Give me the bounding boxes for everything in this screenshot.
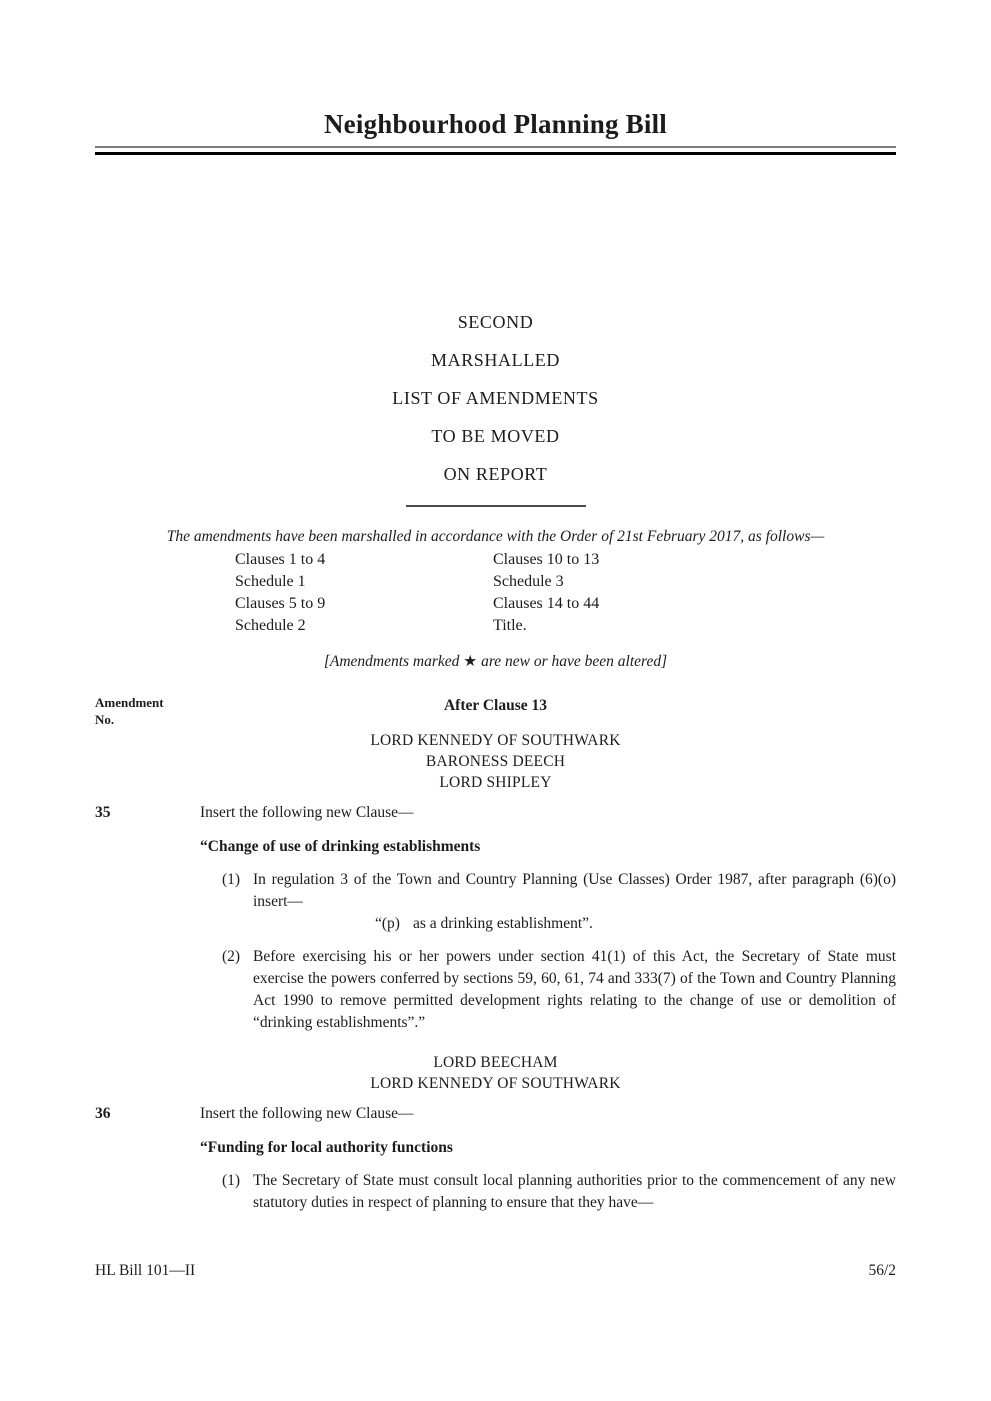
amendment-no-column-label — [95, 694, 190, 728]
order-item: Schedule 1 — [235, 573, 306, 590]
sheet-number: 56/2 — [868, 1262, 896, 1279]
amendment-36-instruction: Insert the following new Clause— — [200, 1105, 414, 1122]
subsection-number: (1) — [222, 871, 241, 888]
marshalling-order-list — [235, 549, 896, 637]
page-content — [0, 108, 991, 1214]
order-item: Clauses 5 to 9 — [235, 595, 326, 612]
page-footer — [95, 1261, 896, 1281]
amendment-35 — [95, 802, 896, 1034]
amendment-35-subsection-1 — [200, 869, 896, 913]
amendment-no-label-line: No. — [95, 712, 115, 727]
subsection-text: In regulation 3 of the Town and Country Planning (Use Classes) Order 1987, after paragraph (6)(o) insert— — [253, 871, 896, 910]
marshalling-order-left-column — [235, 549, 493, 637]
section-divider-rule — [406, 505, 586, 507]
place-heading-after-clause-13: After Clause 13 — [443, 697, 548, 714]
amendment-35-instruction: Insert the following new Clause— — [200, 804, 414, 821]
amendment-36-sponsors — [95, 1052, 896, 1094]
sponsor-name: LORD SHIPLEY — [439, 774, 552, 791]
title-double-rule — [95, 146, 896, 155]
ceremonial-line: ON REPORT — [443, 464, 548, 484]
order-item: Schedule 2 — [235, 617, 306, 634]
inset-paragraph-letter: “(p) — [375, 915, 400, 932]
amendment-section-header — [95, 695, 896, 727]
sponsor-name: LORD KENNEDY OF SOUTHWARK — [370, 732, 621, 749]
amendment-36-number: 36 — [95, 1105, 111, 1122]
ceremonial-line: SECOND — [457, 312, 534, 332]
marshalling-order-right-column — [493, 549, 896, 637]
amendment-36-clause-title: “Funding for local authority functions — [200, 1139, 453, 1156]
subsection-text: The Secretary of State must consult local planning authorities prior to the commencement of any new statutory duties in respect of planning to ensure that they have— — [253, 1172, 896, 1211]
amendment-35-number: 35 — [95, 804, 111, 821]
bill-title: Neighbourhood Planning Bill — [323, 109, 667, 139]
ceremonial-line: TO BE MOVED — [431, 426, 560, 446]
star-legend-note — [95, 652, 896, 672]
bill-reference: HL Bill 101—II — [95, 1262, 196, 1279]
ceremonial-line: LIST OF AMENDMENTS — [392, 388, 599, 408]
sponsor-name: BARONESS DEECH — [425, 753, 566, 770]
marshalling-note: The amendments have been marshalled in accordance with the Order of 21st February 2017, as follows— — [166, 528, 825, 545]
amendment-35-inset-paragraph — [375, 913, 896, 935]
order-item: Title. — [493, 617, 527, 634]
subsection-number: (1) — [222, 1172, 241, 1189]
star-icon: ★ — [463, 653, 478, 670]
order-item: Schedule 3 — [493, 573, 564, 590]
sponsor-name: LORD KENNEDY OF SOUTHWARK — [370, 1075, 621, 1092]
star-note-open: [Amendments marked — [323, 653, 464, 670]
amendment-35-body — [200, 802, 896, 1034]
amendment-no-label-line: Amendment — [95, 695, 164, 710]
order-item: Clauses 14 to 44 — [493, 595, 600, 612]
star-note-close: are new or have been altered] — [477, 653, 668, 670]
amendment-36-body — [200, 1103, 896, 1214]
amendment-36 — [95, 1103, 896, 1214]
subsection-text: Before exercising his or her powers under section 41(1) of this Act, the Secretary of State must exercise the powers conferred by sections 59, 60, 61, 74 and 333(7) of the Town and Country Planning Act 1990 to remove permitted development rights relating to the change of use or demolition of “drinking establishments”.” — [253, 948, 896, 1031]
order-item: Clauses 1 to 4 — [235, 551, 326, 568]
subsection-number: (2) — [222, 948, 241, 965]
inset-paragraph-text: as a drinking establishment”. — [412, 915, 593, 932]
sponsor-name: LORD BEECHAM — [433, 1054, 558, 1071]
amendment-35-clause-title: “Change of use of drinking establishments — [200, 838, 481, 855]
amendment-36-subsection-1 — [200, 1170, 896, 1214]
ceremonial-heading — [95, 303, 896, 493]
ceremonial-line: MARSHALLED — [430, 350, 560, 370]
amendment-35-subsection-2 — [200, 946, 896, 1034]
amendment-35-sponsors — [95, 730, 896, 793]
order-item: Clauses 10 to 13 — [493, 551, 600, 568]
